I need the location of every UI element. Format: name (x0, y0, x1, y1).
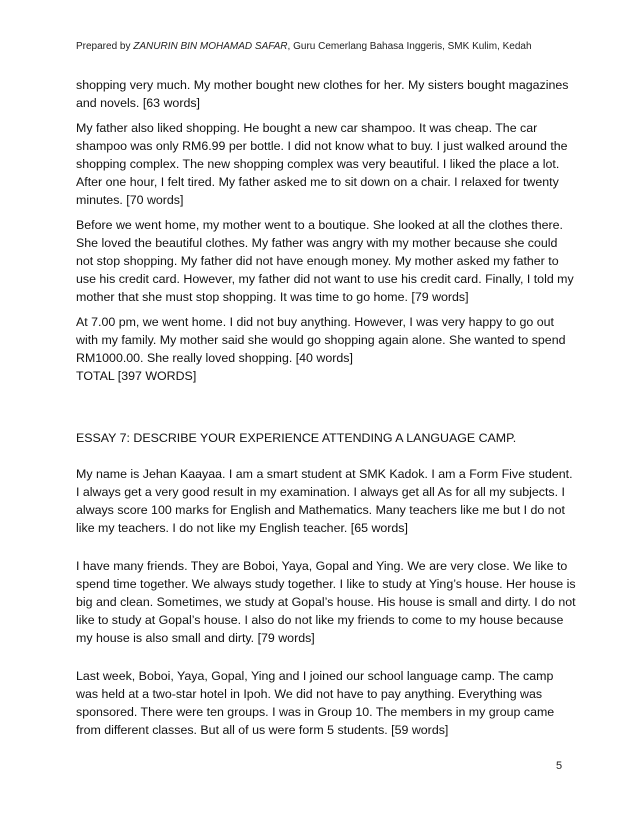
paragraph: shopping very much. My mother bought new clothes for her. My sisters bought magazines and novels. [63 words] (76, 78, 569, 110)
header-suffix: , Guru Cemerlang Bahasa Inggeris, SMK Kulim, Kedah (287, 41, 532, 52)
paragraph: At 7.00 pm, we went home. I did not buy anything. However, I was very happy to go out with my family. My mother said she would go shopping again alone. She wanted to spend RM1000.00. She really loved shopping. [40 words] (76, 315, 566, 365)
essay-paragraph: Last week, Boboi, Yaya, Gopal, Ying and I joined our school language camp. The camp was held at a two-star hotel in Ipoh. We did not have to pay anything. Everything was sponsored. There were ten groups. I was in Group 10. The members in my group came from different classes. But all of us were form 5 students. [59 words] (76, 669, 555, 737)
header-prefix: Prepared by (76, 41, 134, 52)
page-number: 5 (556, 760, 563, 772)
paragraph: My father also liked shopping. He bought a new car shampoo. It was cheap. The car shampoo was only RM6.99 per bottle. I did not know what to buy. I just walked around the shopping complex. The new shopping complex was very beautiful. I liked the place a lot. After one hour, I felt tired. My father asked me to sit down on a chair. I relaxed for twenty minutes. [70 words] (76, 121, 568, 207)
word-total: TOTAL [397 WORDS] (76, 369, 197, 383)
document-body (76, 76, 576, 739)
header-author: ZANURIN BIN MOHAMAD SAFAR (133, 41, 288, 52)
essay-paragraph: My name is Jehan Kaayaa. I am a smart student at SMK Kadok. I am a Form Five student. I always get a very good result in my examination. I always get all As for all my subjects. I always score 100 marks for English and Mathematics. Many teachers like me but I do not like my teachers. I do not like my English teacher. [65 words] (76, 467, 573, 535)
essay-paragraph: I have many friends. They are Boboi, Yaya, Gopal and Ying. We are very close. We like to spend time together. We always study together. I like to study at Ying’s house. Her house is big and clean. Sometimes, we study at Gopal’s house. His house is small and dirty. I do not like to study at Gopal’s house. I also do not like my friends to come to my house because my house is also small and dirty. [79 words] (76, 559, 576, 645)
paragraph: Before we went home, my mother went to a boutique. She looked at all the clothes there. She loved the beautiful clothes. My father was angry with my mother because she could not stop shopping. My father did not have enough money. My mother asked my father to use his credit card. However, my father did not want to use his credit card. Finally, I told my mother that she must stop shopping. It was time to go home. [79 words] (76, 218, 574, 304)
page-header (76, 41, 576, 52)
essay-title: ESSAY 7: DESCRIBE YOUR EXPERIENCE ATTENDING A LANGUAGE CAMP. (76, 431, 517, 445)
